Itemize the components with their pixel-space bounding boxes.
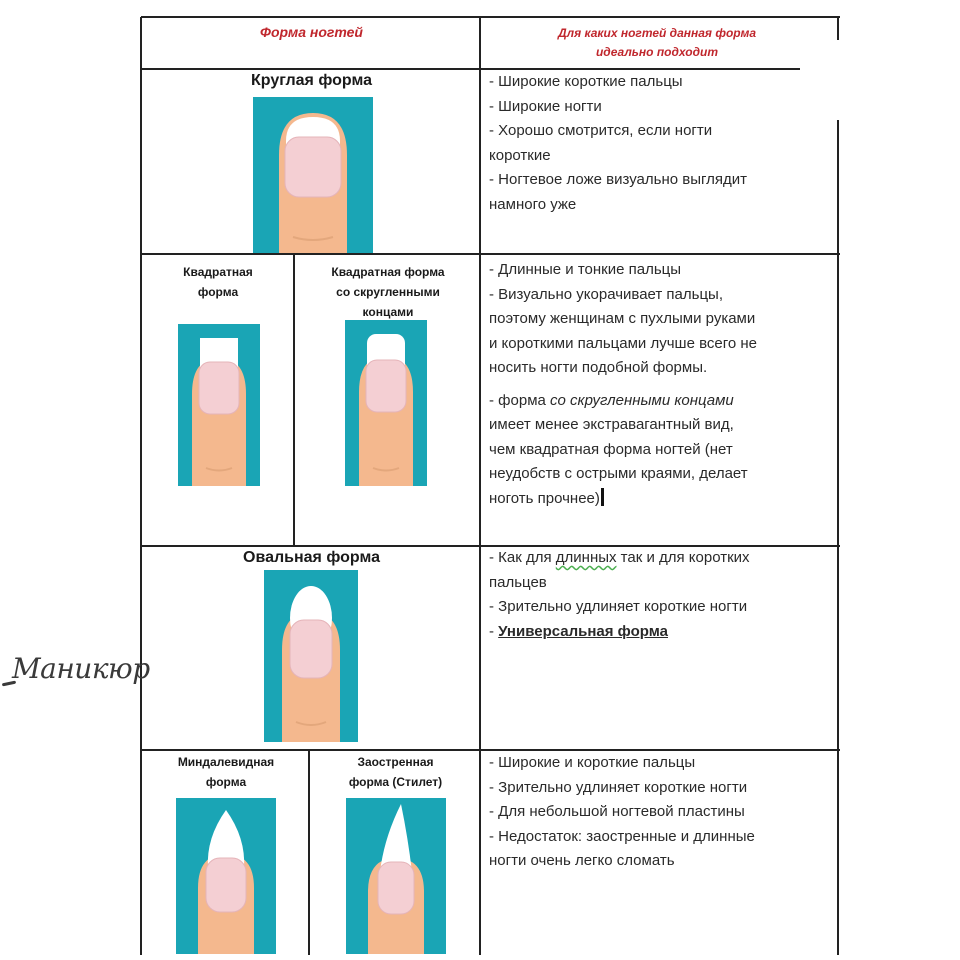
round-desc-2: - Широкие ногти xyxy=(489,97,602,115)
oval-desc-1c: так и для коротких xyxy=(616,549,750,566)
oval-shape-title: Овальная форма xyxy=(243,549,380,566)
rounded-square-shape-title xyxy=(296,262,480,322)
square-desc-7: имеет менее экстравагантный вид, xyxy=(489,416,734,433)
header-desc-line1: Для каких ногтей данная форма xyxy=(557,26,757,40)
stiletto-shape-title xyxy=(311,752,480,792)
oval-desc-4 xyxy=(489,620,831,645)
header-desc-line2: идеально подходит xyxy=(595,45,719,59)
almond-desc-3: - Для небольшой ногтевой пластины xyxy=(489,803,745,820)
square-desc-6 xyxy=(489,389,831,414)
header-description-column xyxy=(482,24,832,62)
square-desc-6-italic: со скругленными концами xyxy=(550,391,734,409)
watermark: Маникюр xyxy=(12,652,150,685)
square-desc-4: и короткими пальцами лучше всего не xyxy=(489,334,758,352)
oval-desc-2: пальцев xyxy=(489,573,547,591)
round-shape-description xyxy=(489,70,831,217)
square-desc-6-prefix: - форма xyxy=(489,391,551,409)
text-cursor xyxy=(601,488,604,506)
square-title-l1: Квадратная xyxy=(183,265,253,279)
square-shape-description xyxy=(489,258,831,511)
square-desc-9: неудобств с острыми краями, делает xyxy=(489,465,748,482)
almond-desc-4: - Недостаток: заостренные и длинные xyxy=(489,827,755,845)
oval-desc-1a: - Как для xyxy=(489,549,556,566)
rounded-square-title-l3: концами xyxy=(362,305,414,319)
round-nail-illustration xyxy=(253,97,373,253)
almond-desc-5: ногти очень легко сломать xyxy=(489,852,675,869)
round-desc-4: короткие xyxy=(489,146,551,164)
oval-desc-4-dash: - xyxy=(489,622,499,640)
almond-shape-description xyxy=(489,751,831,874)
round-shape-title: Круглая форма xyxy=(251,72,372,89)
oval-desc-1-highlight: длинных xyxy=(555,549,617,566)
oval-shape-description xyxy=(489,546,831,644)
oval-desc-1 xyxy=(489,546,831,571)
square-desc-10-text: ноготь прочнее) xyxy=(489,489,600,507)
almond-desc-1: - Широкие и короткие пальцы xyxy=(489,754,696,771)
square-desc-2: - Визуально укорачивает пальцы, xyxy=(489,285,724,303)
round-desc-6: намного уже xyxy=(489,195,577,213)
stiletto-title-l2: форма (Стилет) xyxy=(348,775,443,789)
almond-title-l1: Миндалевидная xyxy=(177,755,275,769)
rounded-square-nail-illustration xyxy=(345,320,427,486)
square-desc-8: чем квадратная форма ногтей (нет xyxy=(489,440,733,458)
round-desc-3: - Хорошо смотрится, если ногти xyxy=(489,122,713,139)
almond-desc-2: - Зрительно удлиняет короткие ногти xyxy=(489,778,748,796)
oval-desc-3: - Зрительно удлиняет короткие ногти xyxy=(489,598,748,615)
stiletto-nail-illustration xyxy=(346,798,446,954)
square-desc-1: - Длинные и тонкие пальцы xyxy=(489,261,682,278)
almond-title-l2: форма xyxy=(205,775,247,789)
rounded-square-title-l1: Квадратная форма xyxy=(331,265,445,279)
square-desc-3: поэтому женщинам с пухлыми руками xyxy=(489,310,756,327)
rounded-square-title-l2: со скругленными xyxy=(336,285,440,299)
round-desc-5: - Ногтевое ложе визуально выглядит xyxy=(489,171,748,188)
square-shape-title xyxy=(143,262,293,302)
square-desc-5: носить ногти подобной формы. xyxy=(489,359,708,376)
round-desc-1: - Широкие короткие пальцы xyxy=(489,73,683,90)
square-title-l2: форма xyxy=(197,285,239,299)
header-shape-column: Форма ногтей xyxy=(260,24,363,40)
oval-desc-4-underlined: Универсальная форма xyxy=(498,622,668,640)
almond-nail-illustration xyxy=(176,798,276,954)
oval-nail-illustration xyxy=(264,570,358,742)
stiletto-title-l1: Заостренная xyxy=(357,755,434,769)
square-desc-10 xyxy=(489,487,831,512)
almond-shape-title xyxy=(143,752,309,792)
square-nail-illustration xyxy=(178,324,260,486)
